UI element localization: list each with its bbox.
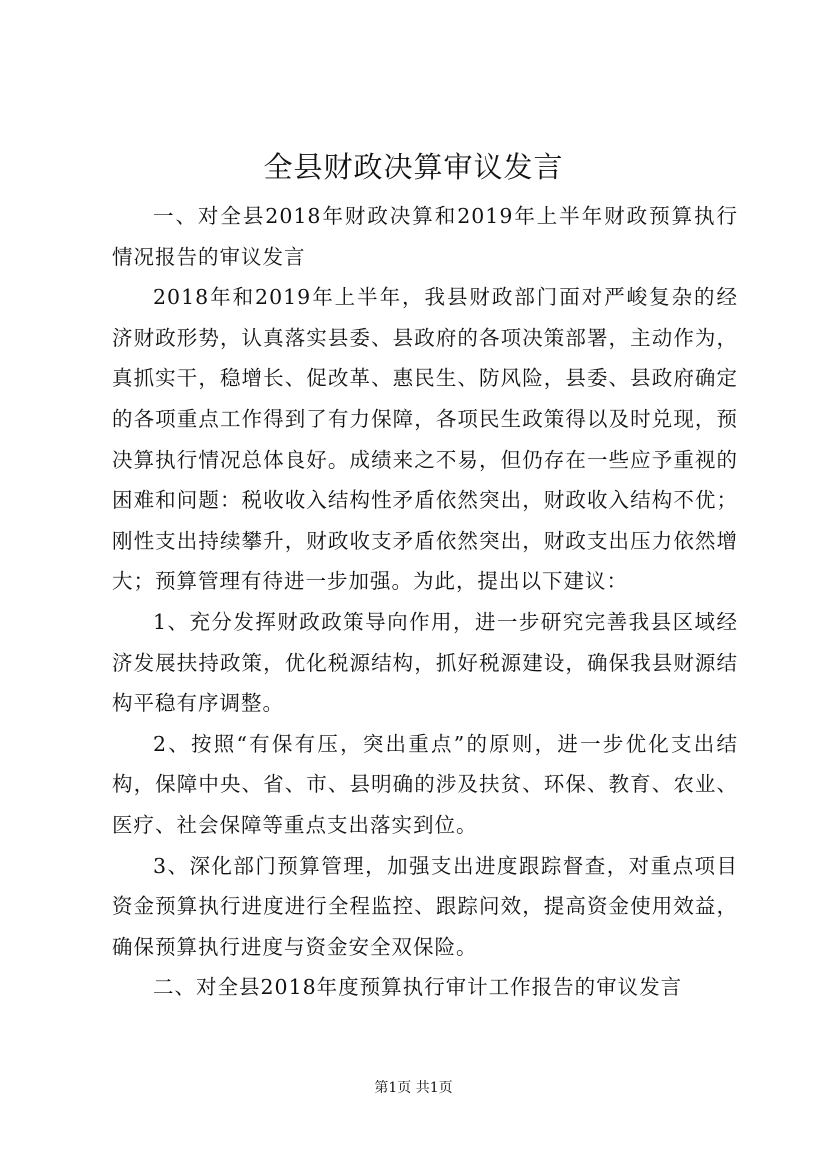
page-footer: 第1页 共1页 [374,1080,453,1096]
section-heading-2: 二、对全县2018年度预算执行审计工作报告的审议发言 [153,975,683,1000]
suggestion-item-2: 2、按照“有保有压，突出重点”的原则，进一步优化支出结构，保障中央、省、市、县明确的涉及扶贫、环保、教育、农业、医疗、社会保障等重点支出落实到位。 [112,731,738,837]
section-heading-1: 一、对全县2018年财政决算和2019年上半年财政预算执行情况报告的审议发言 [112,204,738,269]
document-title: 全县财政决算审议发言 [263,150,564,184]
document-body [112,196,738,1008]
suggestion-item-1: 1、充分发挥财政政策导向作用，进一步研究完善我县区域经济发展扶持政策，优化税源结构，抓好税源建设，确保我县财源结构平稳有序调整。 [112,609,738,716]
body-paragraph: 2018年和2019年上半年，我县财政部门面对严峻复杂的经济财政形势，认真落实县委、县政府的各项决策部署，主动作为，真抓实干，稳增长、促改革、惠民生、防风险，县委、县政府确定的各项重点工作得到了有力保障，各项民生政策得以及时兑现，预决算执行情况总体良好。成绩来之不易，但仍存在一些应予重视的困难和问题：税收收入结构性矛盾依然突出，财政收入结构不优；刚性支出持续攀升，财政收支矛盾依然突出，财政支出压力依然增大；预算管理有待进一步加强。为此，提出以下建议： [112,285,738,594]
suggestion-item-3: 3、深化部门预算管理，加强支出进度跟踪督查，对重点项目资金预算执行进度进行全程监控、跟踪问效，提高资金使用效益，确保预算执行进度与资金安全双保险。 [112,853,738,959]
